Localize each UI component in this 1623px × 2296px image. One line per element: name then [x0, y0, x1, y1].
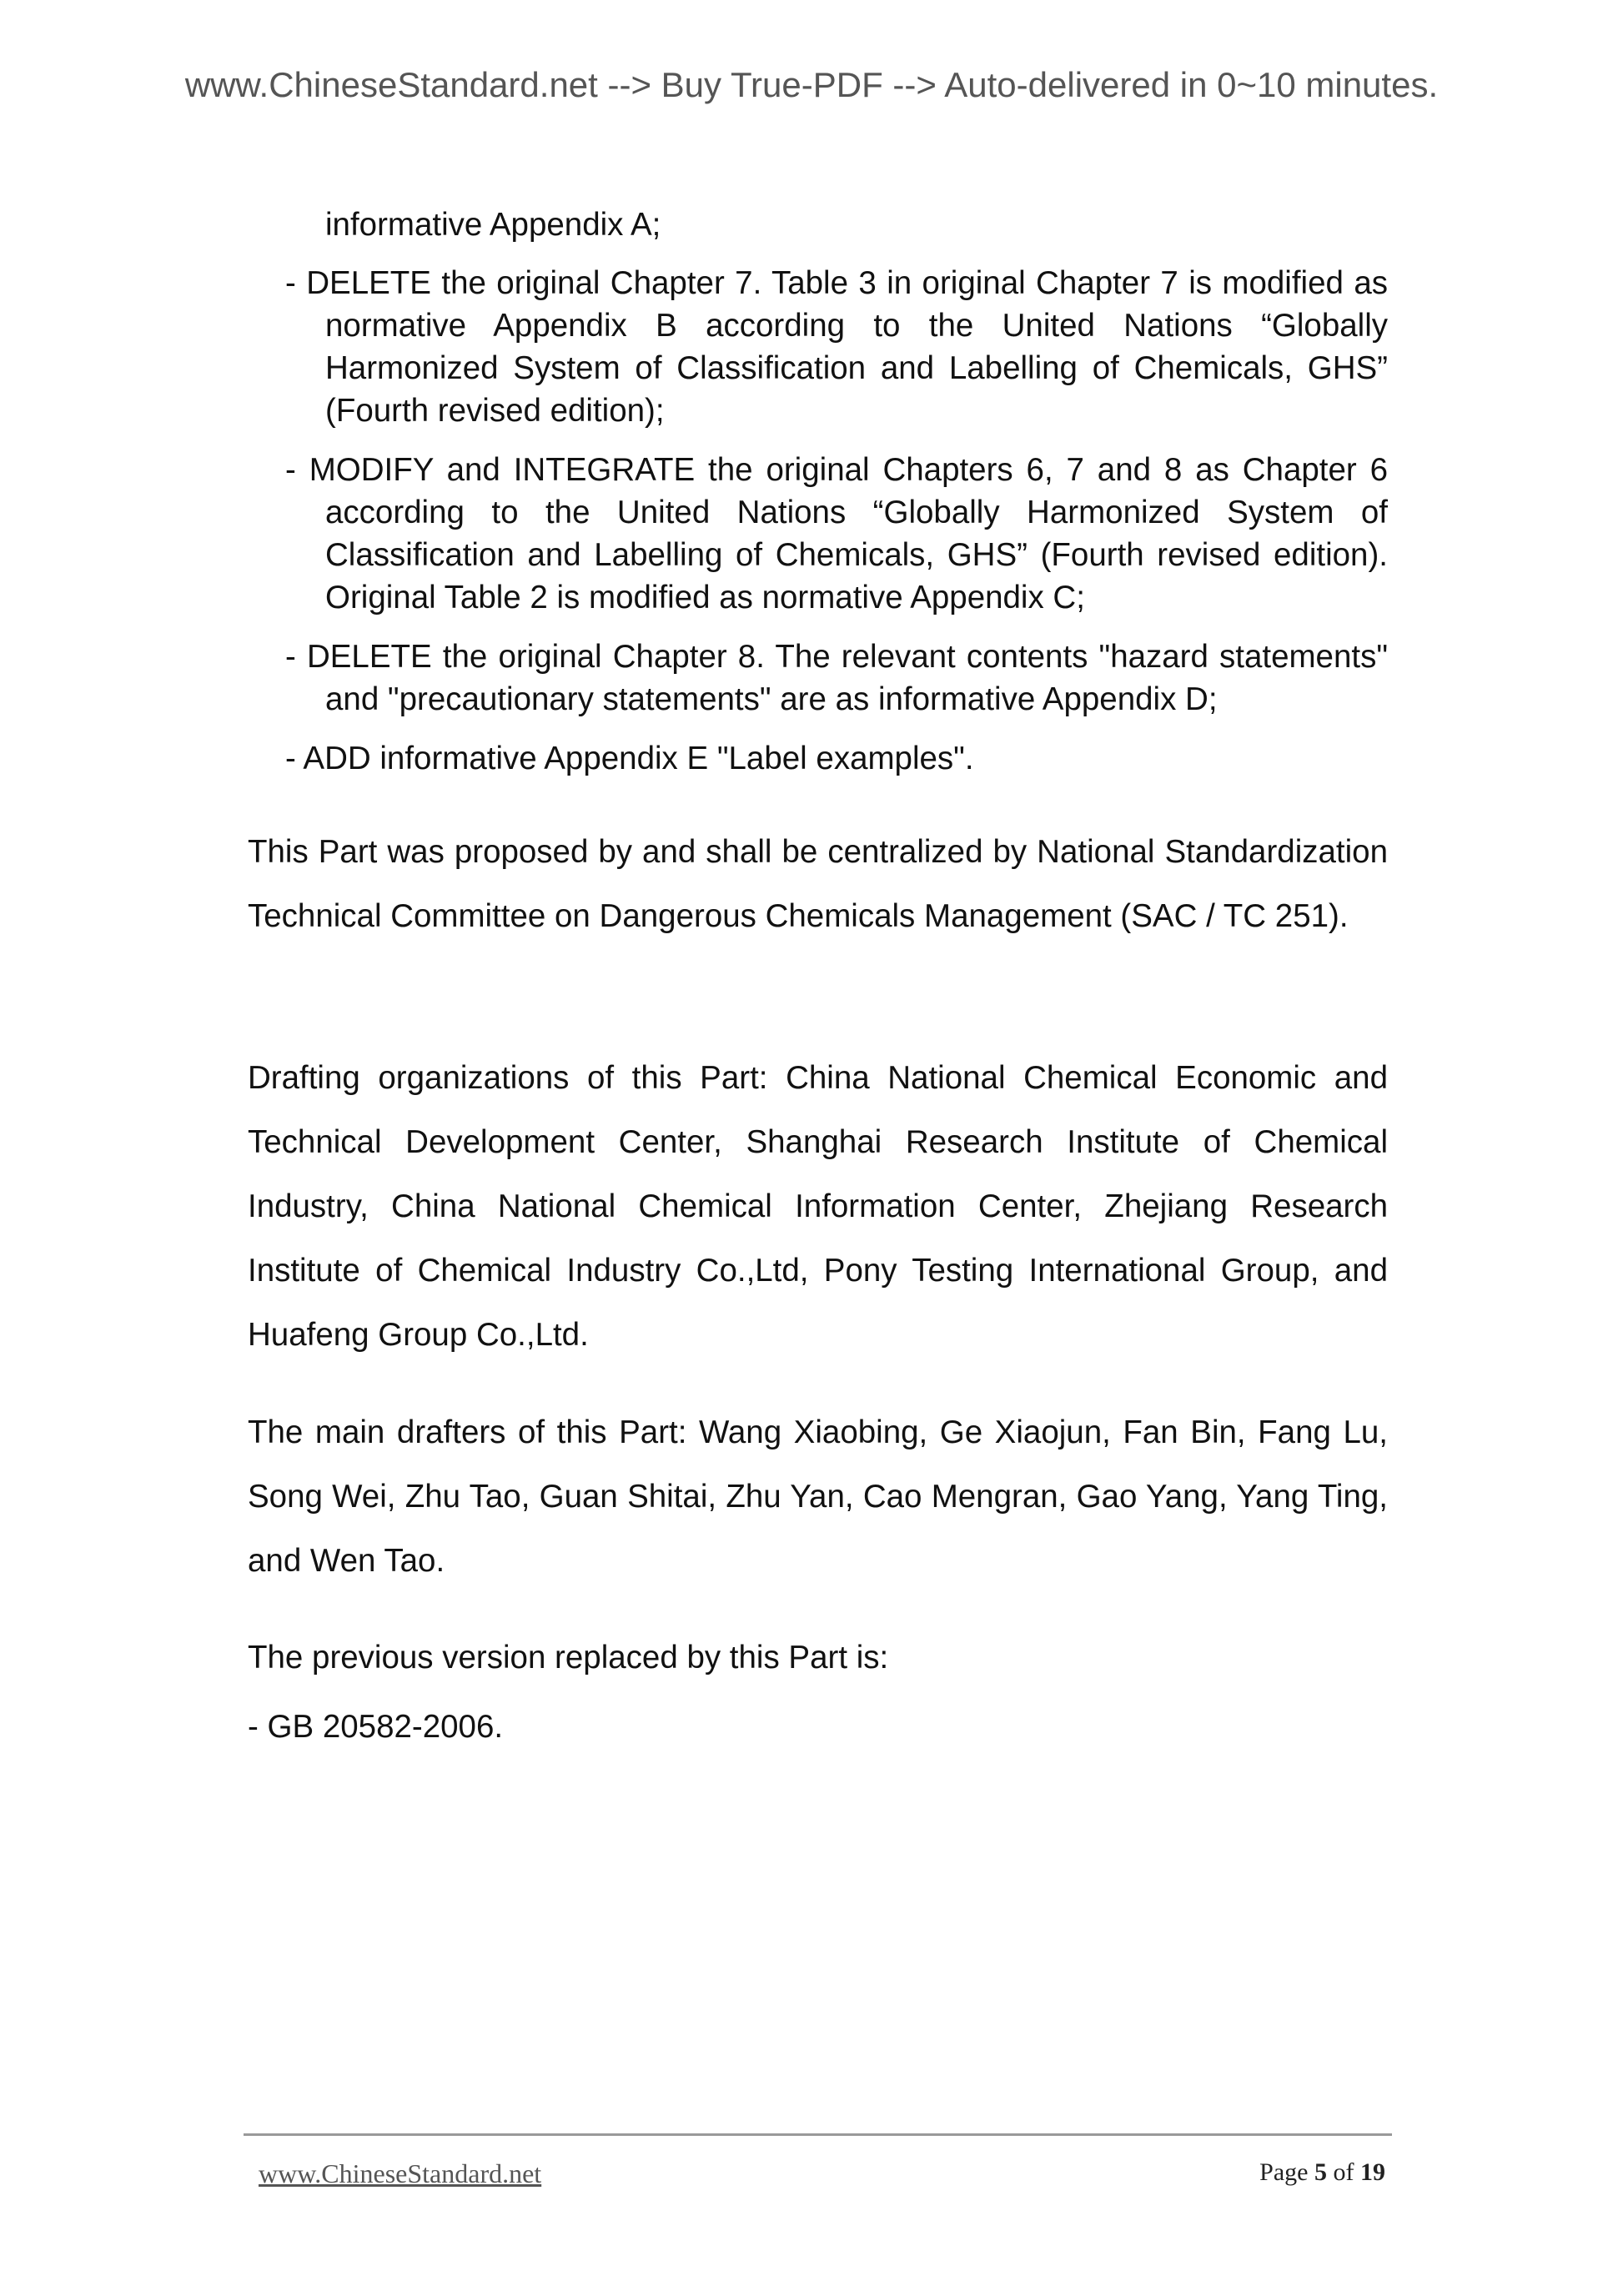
paragraph-drafting-organizations: Drafting organizations of this Part: China National Chemical Economic and Technical Development Center, Shanghai Research Institute of Chemical Industry, China National Chemical Information Center, Zhejiang Research Institute of Chemical Industry Co.,Ltd, Pony Testing International Group, and Huafeng Group Co.,Ltd. — [248, 1060, 1388, 1353]
footer-link[interactable]: www.ChineseStandard.net — [259, 2158, 542, 2188]
paragraph-main-drafters: The main drafters of this Part: Wang Xiaobing, Ge Xiaojun, Fan Bin, Fang Lu, Song Wei, Zhu Tao, Guan Shitai, Zhu Yan, Cao Mengran, Gao Yang, Yang Ting, and Wen Tao. — [248, 1414, 1388, 1579]
header-banner: www.ChineseStandard.net --> Buy True-PDF --> Auto-delivered in 0~10 minutes. — [184, 65, 1439, 104]
footer-divider — [244, 2133, 1392, 2136]
page-prefix: Page — [1259, 2158, 1309, 2186]
list-item: - MODIFY and INTEGRATE the original Chapters 6, 7 and 8 as Chapter 6 according to the United Nations “Globally Harmonized System of Classification and Labelling of Chemicals, GHS” (Fourth revised edition). Original Table 2 is modified as normative Appendix C; — [285, 452, 1388, 615]
list-continuation: informative Appendix A; — [325, 207, 661, 243]
list-item: - DELETE the original Chapter 7. Table 3 in original Chapter 7 is modified as normative Appendix B according to the United Nations “Globally Harmonized System of Classification and Labelling of Chemicals, GHS” (Fourth revised edition); — [285, 265, 1388, 429]
page-of: of — [1333, 2158, 1354, 2186]
page-current: 5 — [1314, 2158, 1327, 2186]
previous-version-item: - GB 20582-2006. — [248, 1709, 504, 1745]
changes-list — [285, 203, 1388, 796]
page-number — [1259, 2158, 1385, 2187]
list-item: - ADD informative Appendix E "Label examples". — [285, 741, 974, 776]
page-total: 19 — [1360, 2158, 1385, 2186]
list-item: - DELETE the original Chapter 8. The relevant contents "hazard statements" and "precautionary statements" are as informative Appendix D; — [285, 639, 1388, 717]
paragraph-previous-version: The previous version replaced by this Part is: — [248, 1640, 889, 1676]
paragraph-proposed: This Part was proposed by and shall be centralized by National Standardization Technical Committee on Dangerous Chemicals Management (SAC / TC 251). — [248, 834, 1388, 934]
